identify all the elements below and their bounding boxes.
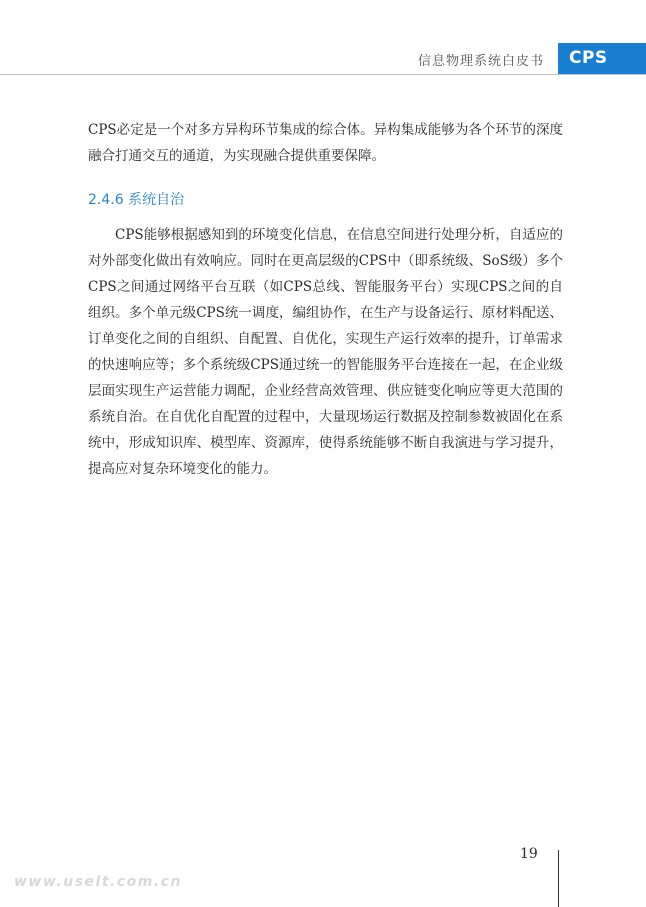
running-header-title: 信息物理系统白皮书	[417, 54, 544, 69]
cps-badge: CPS	[558, 43, 646, 74]
footer-divider	[558, 850, 559, 907]
page-number: 19	[520, 846, 538, 862]
section-paragraph: CPS能够根据感知到的环境变化信息，在信息空间进行处理分析，自适应的对外部变化做出有效响应。同时在更高层级的CPS中（即系统级、SoS级）多个CPS之间通过网络平台互联（如CPS总线、智能服务平台）实现CPS之间的自组织。多个单元级CPS统一调度，编组协作，在生产与设备运行、原材料配送、订单变化之间的自组织、自配置、自优化，实现生产运行效率的提升，订单需求的快速响应等；多个系统级CPS通过统一的智能服务平台连接在一起，在企业级层面实现生产运营能力调配，企业经营高效管理、供应链变化响应等更大范围的系统自治。在自优化自配置的过程中，大量现场运行数据及控制参数被固化在系统中，形成知识库、模型库、资源库，使得系统能够不断自我演进与学习提升，提高应对复杂环境变化的能力。	[88, 227, 563, 477]
watermark-text: www.uselt.com.cn	[14, 874, 182, 890]
section-heading: 2.4.6 系统自治	[88, 192, 185, 208]
intro-paragraph: CPS必定是一个对多方异构环节集成的综合体。异构集成能够为各个环节的深度融合打通交互的通道，为实现融合提供重要保障。	[88, 122, 563, 164]
header-divider	[0, 74, 646, 75]
